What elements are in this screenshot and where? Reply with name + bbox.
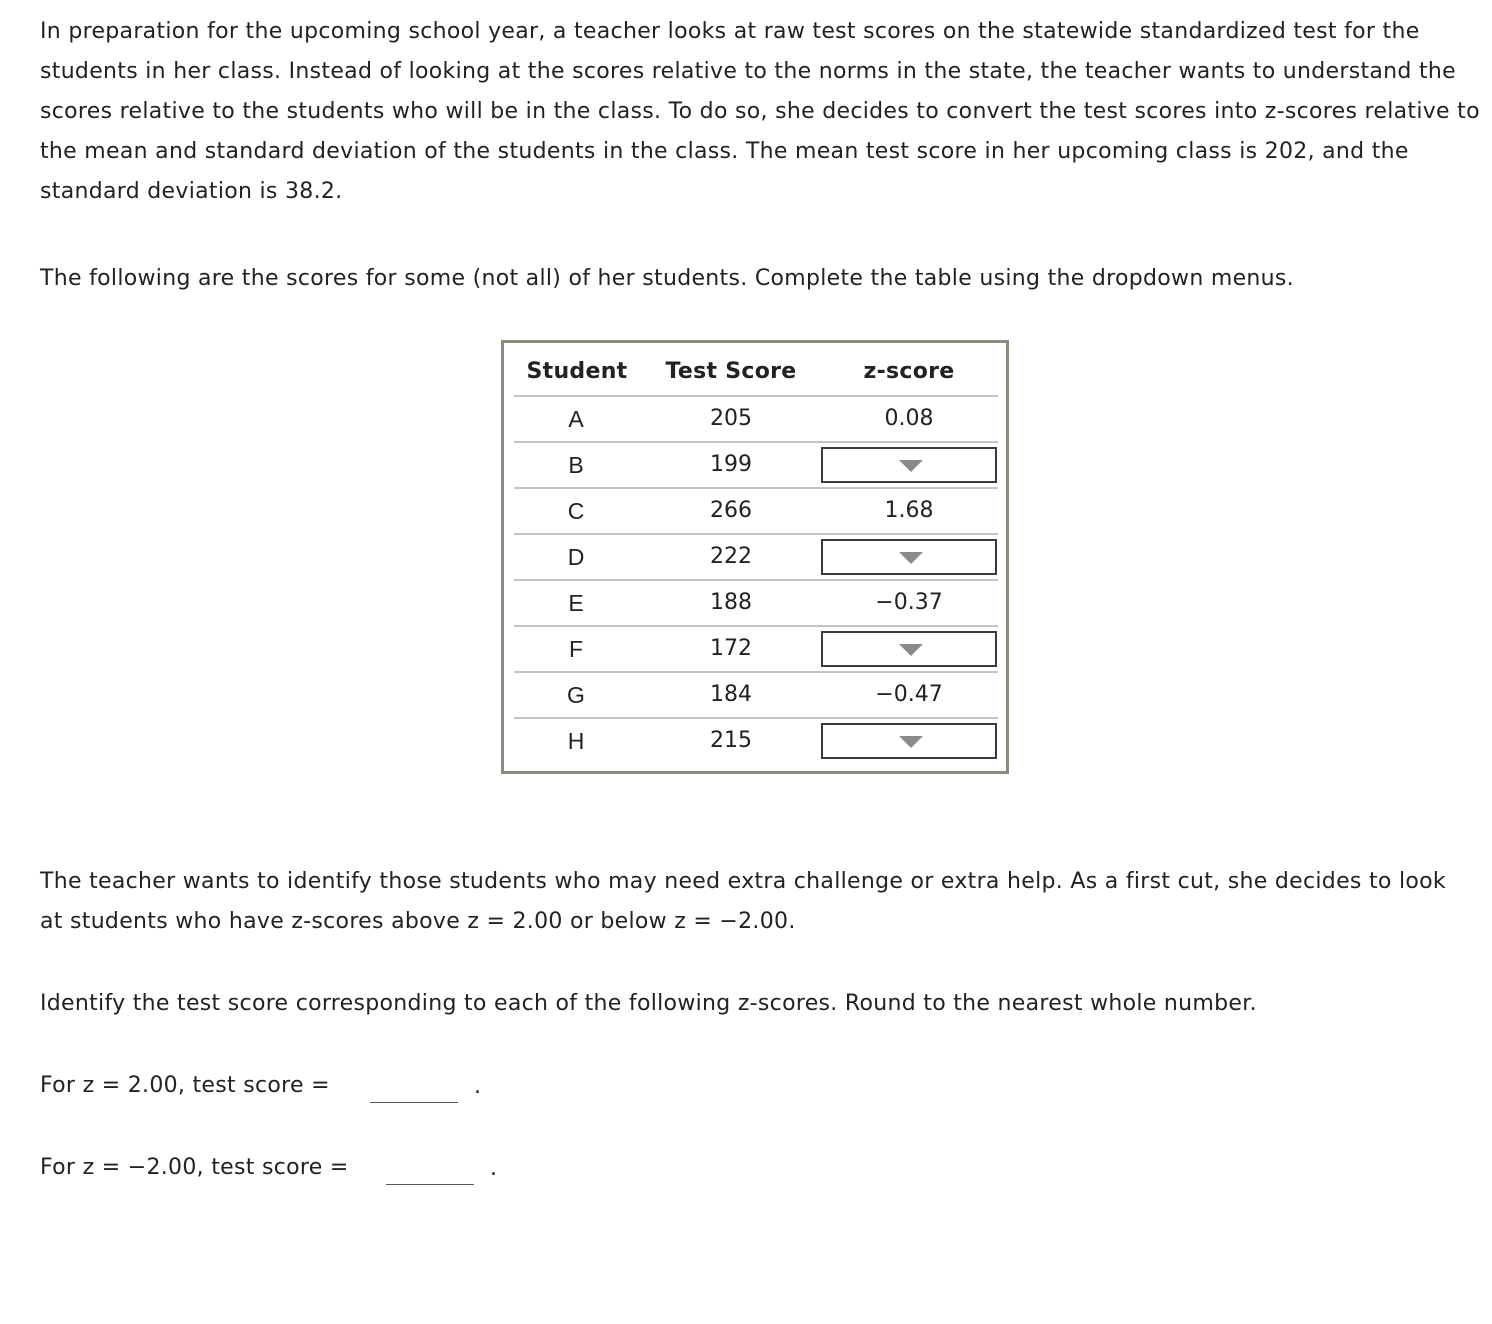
score-cell: 188 [710,590,752,615]
table-row [514,717,998,765]
table-row [514,441,998,489]
header-test-score: Test Score [665,359,797,384]
z-score-dropdown-h[interactable] [821,723,997,759]
z-score-cell: 0.08 [884,406,934,431]
table-row [514,395,998,443]
test-score-input-z-negative[interactable] [386,1158,474,1185]
score-cell: 184 [710,682,752,707]
table-instruction: The following are the scores for some (not all) of her students. Complete the table using the dropdown menus. [40,266,1294,291]
z-score-dropdown-b[interactable] [821,447,997,483]
header-student: Student [526,359,628,384]
table-row [514,625,998,673]
student-cell: A [568,406,584,432]
table-row [514,533,998,581]
zscore-table [501,340,1009,774]
student-cell: F [568,636,584,662]
answer-period: . [490,1156,497,1181]
score-cell: 172 [710,636,752,661]
score-cell: 266 [710,498,752,523]
student-cell: C [567,498,585,524]
challenge-help-text: The teacher wants to identify those students who may need extra challenge or extra help. As a first cut, she decides to look at students who have z-scores above z = 2.00 or below z = −2.00. [40,869,1446,934]
student-cell: G [567,682,585,708]
student-cell: B [568,452,584,478]
z-score-cell: 1.68 [884,498,934,523]
table-row [514,579,998,627]
caret-down-icon [899,460,923,472]
answer-label-z-negative: For z = −2.00, test score = [40,1155,349,1180]
z-score-cell: −0.37 [875,590,943,615]
z-score-cell: −0.47 [875,682,943,707]
z-score-dropdown-d[interactable] [821,539,997,575]
score-cell: 205 [710,406,752,431]
score-cell: 222 [710,544,752,569]
table-row [514,671,998,719]
header-z-score: z-score [863,359,955,384]
score-cell: 199 [710,452,752,477]
z-score-dropdown-f[interactable] [821,631,997,667]
caret-down-icon [899,736,923,748]
test-score-input-z-positive[interactable] [370,1076,458,1103]
problem-intro: In preparation for the upcoming school year, a teacher looks at raw test scores on the statewide standardized test for the students in her class. Instead of looking at the scores relative to the norms in the state, the teacher wants to understand the scores relative to the students who will be in the class. To do so, she decides to convert the test scores into z-scores relative to the mean and standard deviation of the students in the class. The mean test score in her upcoming class is 202, and the standard deviation is 38.2. [40,19,1480,204]
caret-down-icon [899,552,923,564]
table-row [514,487,998,535]
score-cell: 215 [710,728,752,753]
student-cell: H [567,728,585,754]
student-cell: D [567,544,585,570]
identify-instruction: Identify the test score corresponding to each of the following z-scores. Round to the nearest whole number. [40,991,1257,1016]
answer-period: . [474,1074,481,1099]
student-cell: E [568,590,584,616]
answer-label-z-positive: For z = 2.00, test score = [40,1073,330,1098]
caret-down-icon [899,644,923,656]
